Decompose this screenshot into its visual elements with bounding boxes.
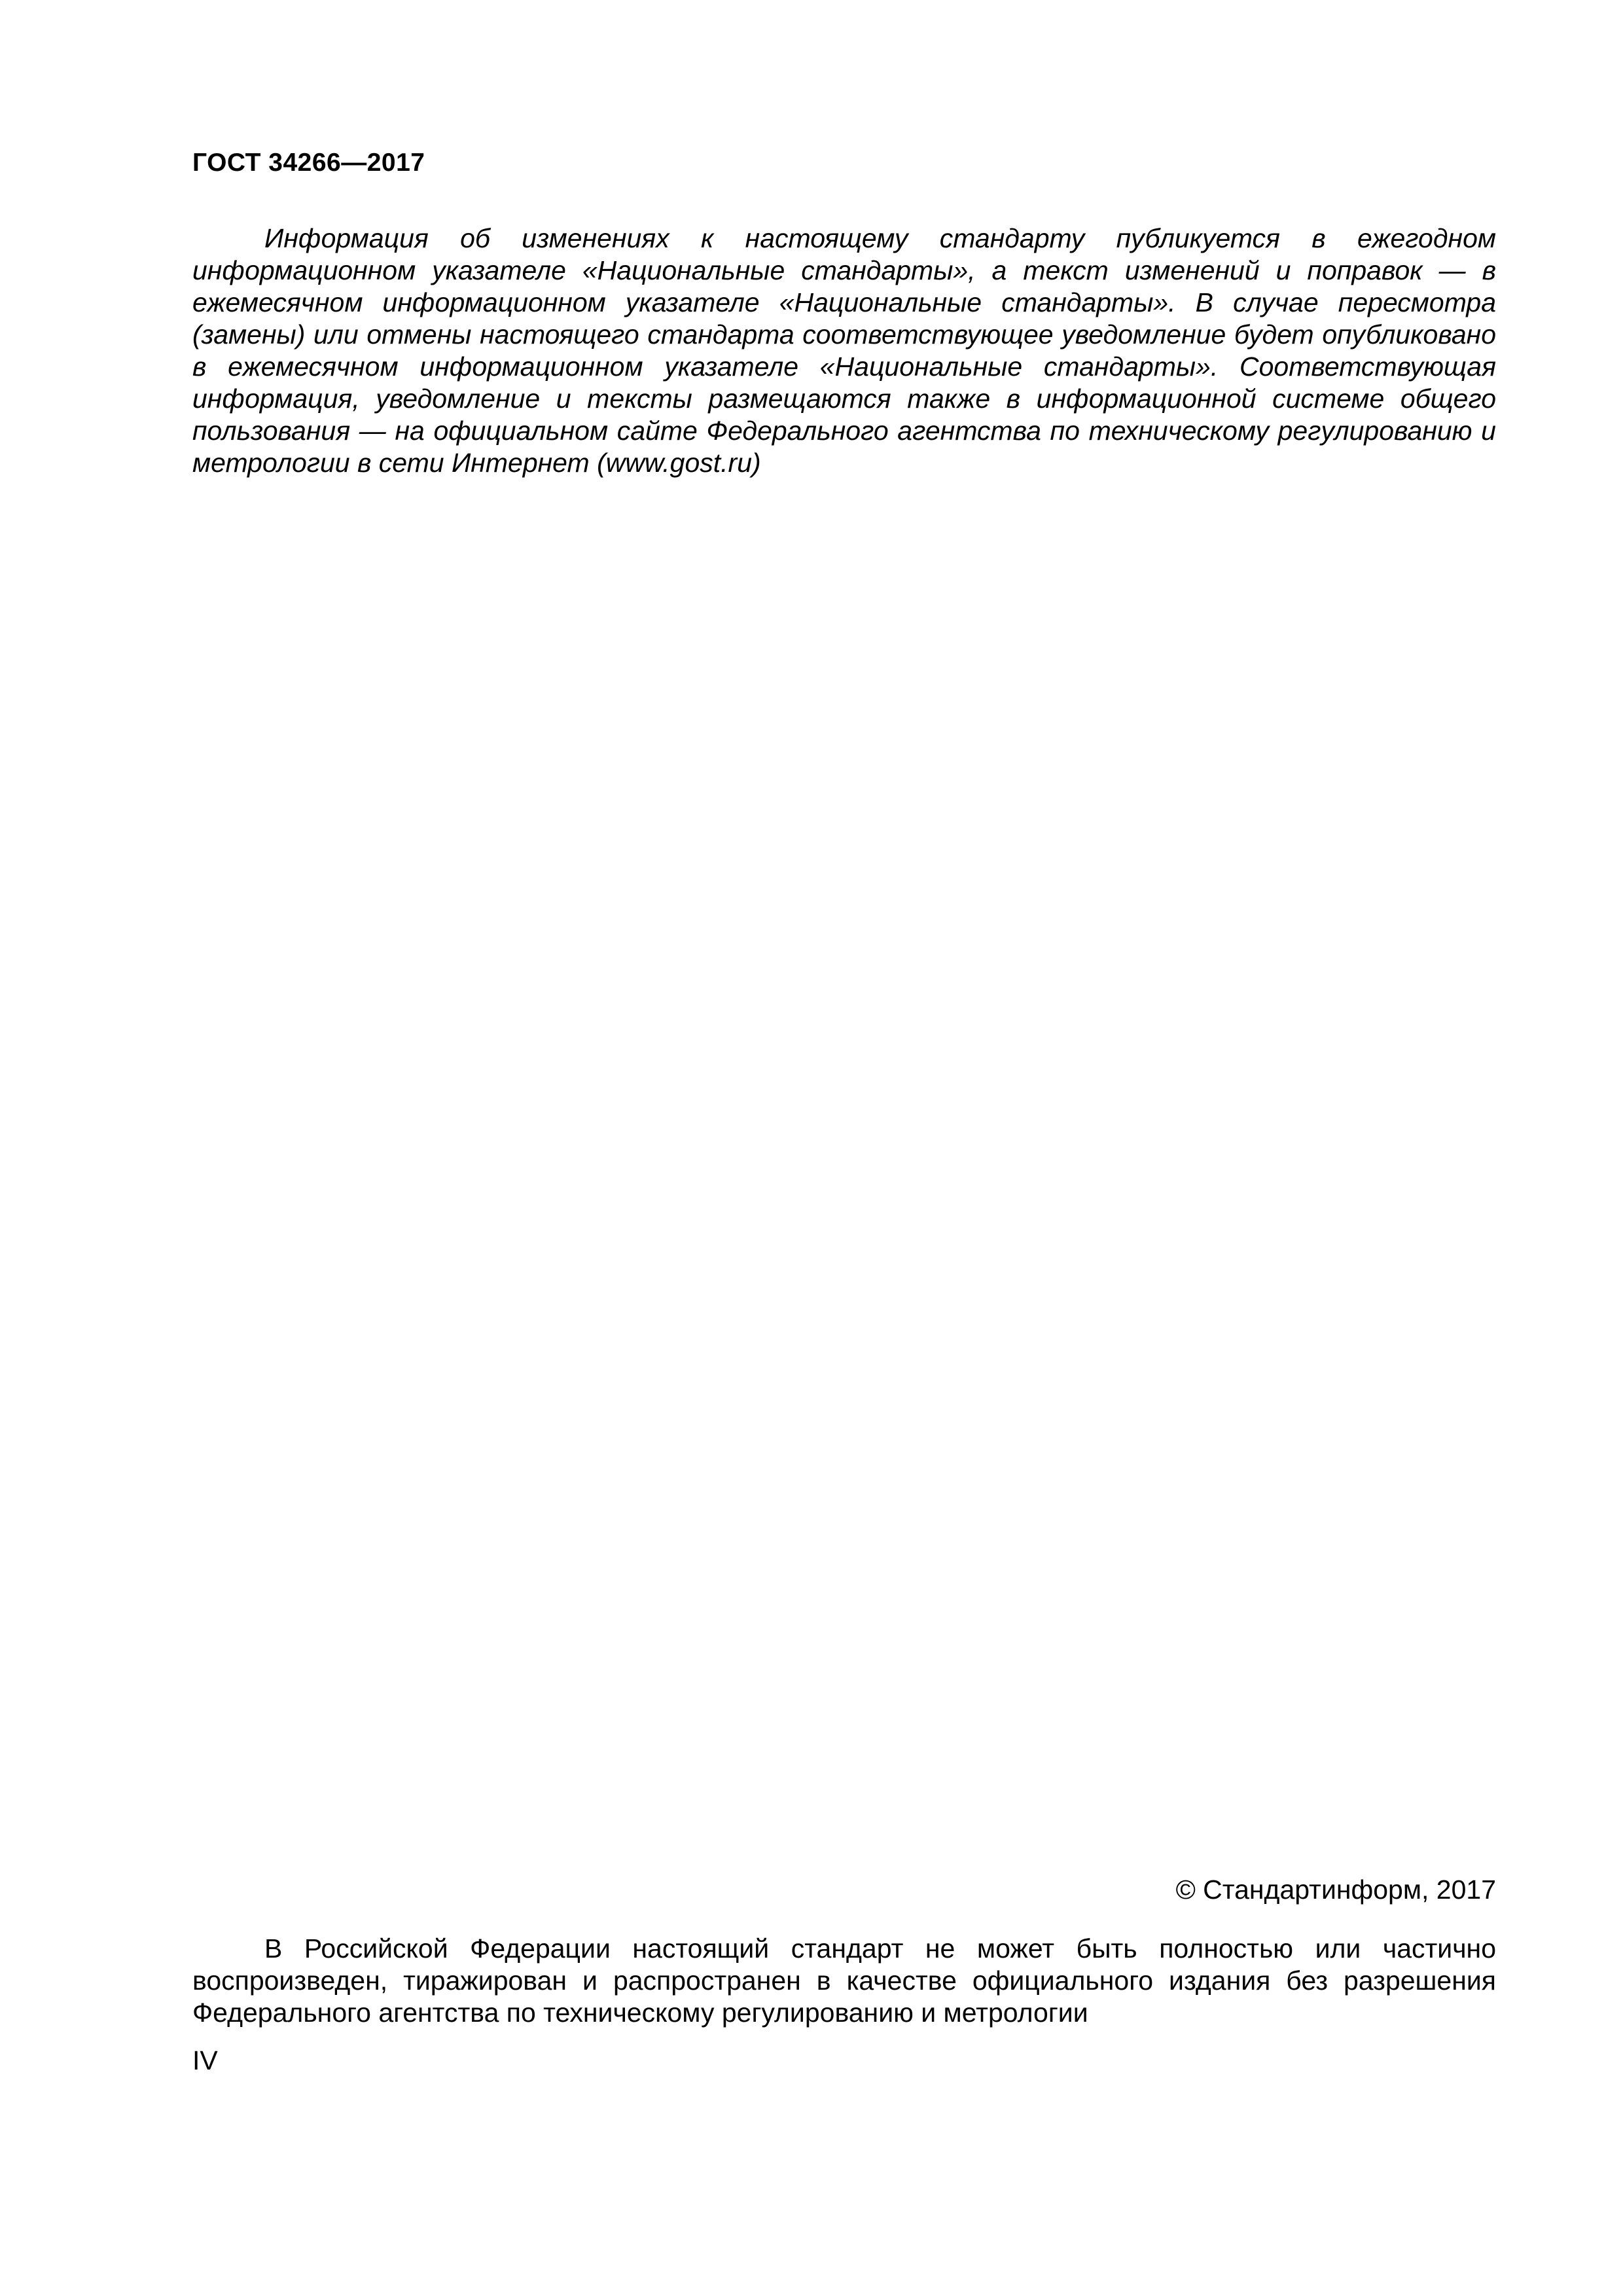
copyright-line: © Стандартинформ, 2017: [1175, 1874, 1496, 1905]
reproduction-notice-paragraph: В Российской Федерации настоящий стандарт не может быть полностью или частично воспроизведен, тиражирован и распространен в качестве официального издания без разрешения Федерального агентства по техническому регулированию и метрологии: [192, 1933, 1496, 2028]
amendments-info-paragraph: Информация об изменениях к настоящему стандарту публикуется в ежегодном информационном указателе «Национальные стандарты», а текст изменений и поправок — в ежемесячном информационном указателе «Национальные стандарты». В случае пересмотра (замены) или отмены настоящего стандарта соответствующее уведомление будет опубликовано в ежемесячном информационном указателе «Национальные стандарты». Соответствующая информация, уведомление и тексты размещаются также в информационной системе общего пользования — на официальном сайте Федерального агентства по техническому регулированию и метрологии в сети Интернет (www.gost.ru): [192, 223, 1496, 478]
page-number: IV: [192, 2045, 218, 2075]
standard-code-header: ГОСТ 34266—2017: [192, 149, 425, 177]
